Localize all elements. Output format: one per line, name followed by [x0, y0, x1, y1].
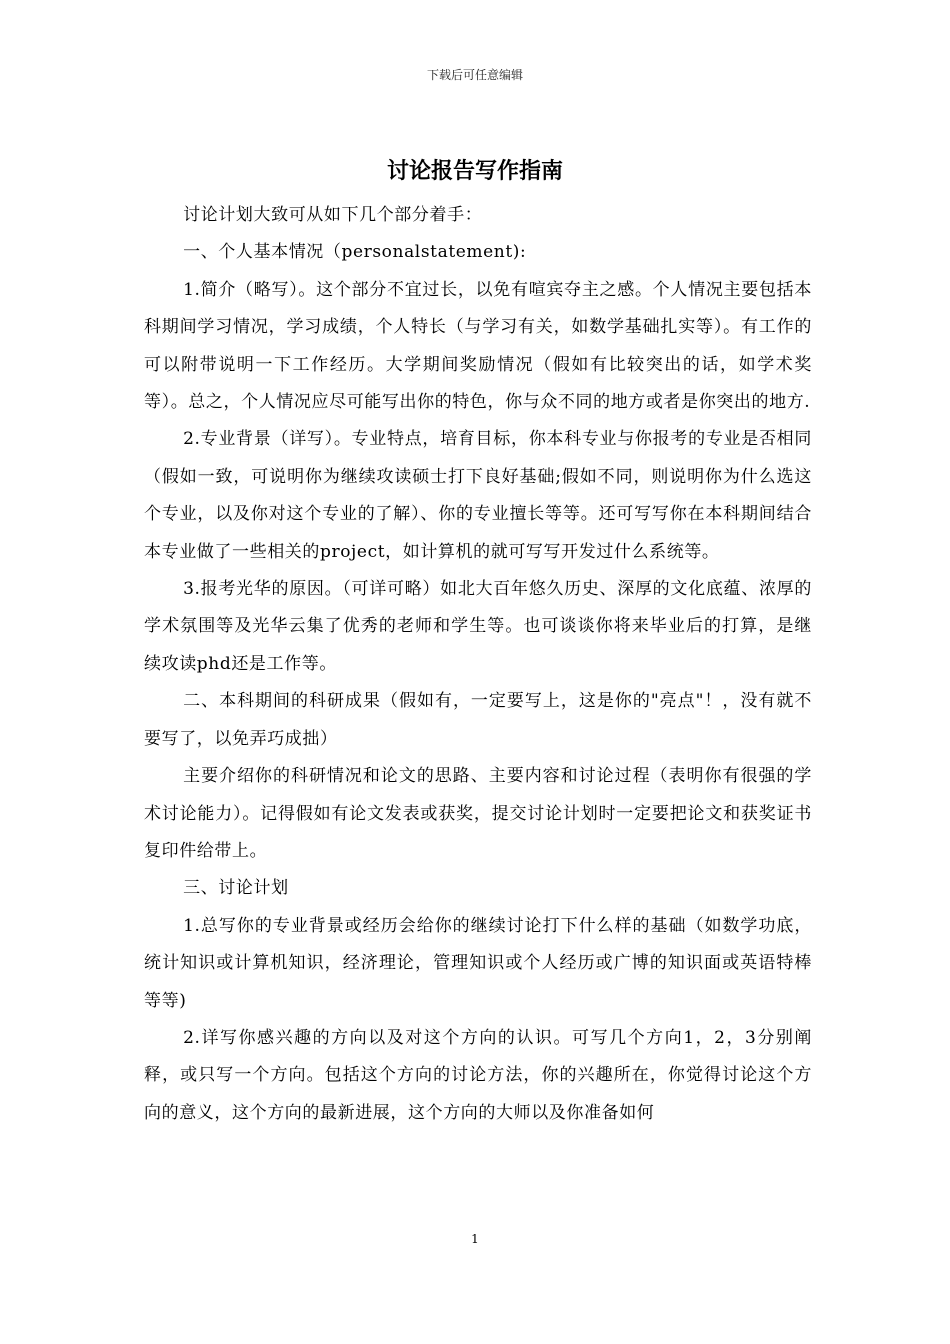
- section-heading-plan: 三、讨论计划: [183, 878, 289, 899]
- page-header: 下载后可任意编辑: [426, 68, 523, 82]
- section-heading-research: 二、本科期间的科研成果（假如有，一定要写上，这是你的"亮点"！，没有就不要写了，以免弄巧成拙）: [144, 691, 812, 749]
- section-heading-personal: 一、个人基本情况（personalstatement):: [183, 242, 527, 263]
- paragraph-intro: 讨论计划大致可从如下几个部分着手：: [183, 205, 483, 225]
- page-number: 1: [471, 1232, 479, 1246]
- paragraph-reason: 3.报考光华的原因。（可详可略）如北大百年悠久历史、深厚的文化底蕴、浓厚的学术氛围等及光华云集了优秀的老师和学生等。也可谈谈你将来毕业后的打算，是继续攻读phd还是工作等。: [144, 579, 812, 674]
- paragraph-research: 主要介绍你的科研情况和论文的思路、主要内容和讨论过程（表明你有很强的学术讨论能力）。记得假如有论文发表或获奖，提交讨论计划时一定要把论文和获奖证书复印件给带上。: [144, 766, 812, 861]
- paragraph-profile: 1.简介（略写）。这个部分不宜过长，以免有喧宾夺主之感。个人情况主要包括本科期间学习情况，学习成绩，个人特长（与学习有关，如数学基础扎实等）。有工作的可以附带说明一下工作经历。大学期间奖励情况（假如有比较突出的话，如学术奖等）。总之，个人情况应尽可能写出你的特色，你与众不同的地方或者是你突出的地方.: [144, 279, 812, 413]
- paragraph-background: 2.专业背景（详写）。专业特点，培育目标，你本科专业与你报考的专业是否相同（假如一致，可说明你为继续攻读硕士打下良好基础;假如不同，则说明你为什么选这个专业，以及你对这个专业的了解）、你的专业擅长等等。还可写写你在本科期间结合本专业做了一些相关的project，如计算机的就可写写开发过什么系统等。: [144, 429, 812, 562]
- paragraph-plan-direction: 2.详写你感兴趣的方向以及对这个方向的认识。可写几个方向1，2，3分别阐释，或只写一个方向。包括这个方向的讨论方法，你的兴趣所在，你觉得讨论这个方向的意义，这个方向的最新进展，这个方向的大师以及你准备如何: [144, 1027, 812, 1123]
- document-body: [144, 197, 812, 1132]
- paragraph-plan-foundation: 1.总写你的专业背景或经历会给你的继续讨论打下什么样的基础（如数学功底，统计知识或计算机知识，经济理论，管理知识或个人经历或广博的知识面或英语特棒等等): [144, 915, 812, 1011]
- document-title: 讨论报告写作指南: [386, 159, 563, 184]
